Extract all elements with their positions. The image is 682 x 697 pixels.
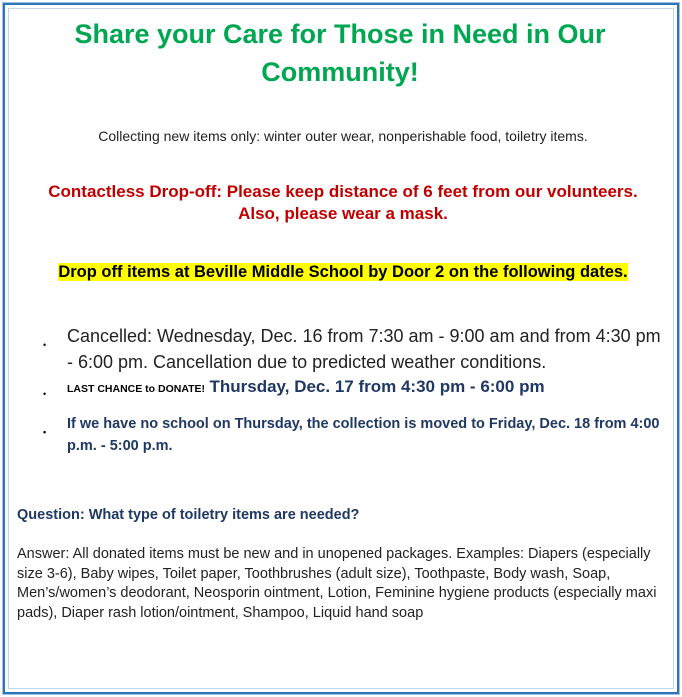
- contactless-notice: Contactless Drop-off: Please keep distance of 6 feet from our volunteers. Also, please wear a mask.: [48, 182, 638, 223]
- list-item-backup-date: [43, 413, 665, 457]
- list-item-cancelled: [43, 323, 665, 375]
- bullet-icon: •: [43, 389, 47, 399]
- collecting-note: Collecting new items only: winter outer wear, nonperishable food, toiletry items.: [98, 128, 588, 144]
- dropoff-highlight: Drop off items at Beville Middle School by Door 2 on the following dates.: [58, 263, 628, 281]
- flyer-title: Share your Care for Those in Need in Our Community!: [74, 19, 606, 87]
- thursday-date-text: Thursday, Dec. 17 from 4:30 pm - 6:00 pm: [209, 377, 545, 396]
- flyer-frame: [3, 3, 679, 694]
- bullet-icon: •: [43, 340, 47, 350]
- bullet-icon: •: [43, 427, 47, 437]
- dropoff-location: [35, 262, 651, 283]
- list-item-last-chance: [43, 376, 665, 400]
- backup-date-text: If we have no school on Thursday, the collection is moved to Friday, Dec. 18 from 4:00 p.m. - 5:00 p.m.: [67, 416, 660, 454]
- last-chance-label: LAST CHANCE to DONATE!: [67, 383, 206, 395]
- faq-question: Question: What type of toiletry items are needed?: [17, 507, 360, 523]
- cancelled-date-text: Cancelled: Wednesday, Dec. 16 from 7:30 am - 9:00 am and from 4:30 pm - 6:00 pm. Cancellation due to predicted weather conditions.: [67, 326, 661, 372]
- dropoff-dates-list: [5, 323, 665, 457]
- faq-answer: Answer: All donated items must be new and in unopened packages. Examples: Diapers (especially size 3-6), Baby wipes, Toilet paper, Toothbrushes (adult size), Toothpaste, Body wash, Soap, Men’s/women’s deodorant, Neosporin ointment, Lotion, Feminine hygiene products (especially maxi pads), Diaper rash lotion/ointment, Shampoo, Liquid hand soap: [17, 546, 657, 621]
